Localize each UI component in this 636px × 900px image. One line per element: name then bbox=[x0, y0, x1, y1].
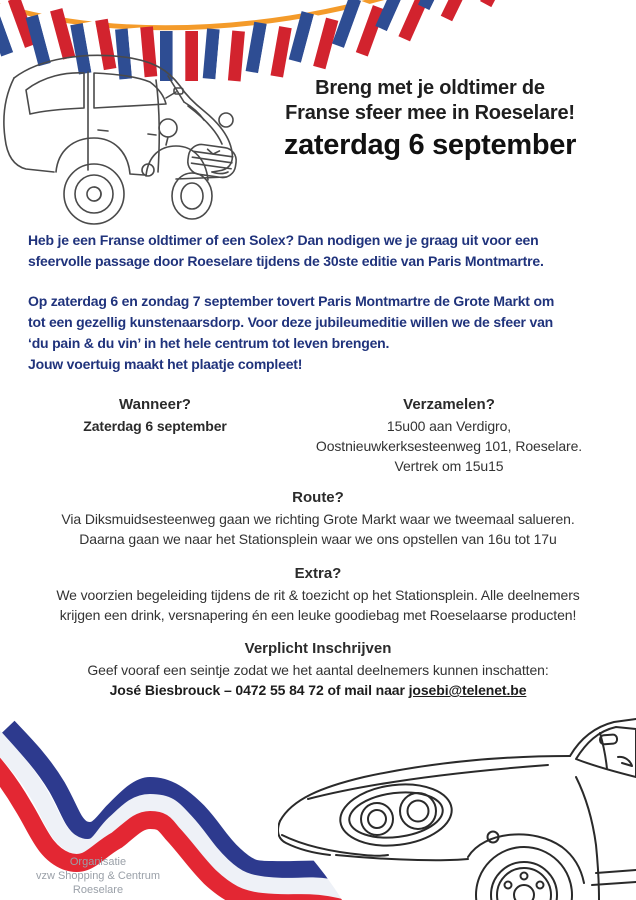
signup-intro: Geef vooraf een seintje zodat we het aantal deelnemers kunnen inschatten: bbox=[87, 662, 549, 678]
intro-line: Op zaterdag 6 en zondag 7 september tovert Paris Montmartre de Grote Markt om bbox=[28, 293, 555, 309]
gather-heading: Verzamelen? bbox=[403, 396, 495, 413]
citroen-ds-drawing bbox=[278, 715, 636, 900]
title-line-2: Franse sfeer mee in Roeselare! bbox=[285, 102, 575, 124]
event-date: zaterdag 6 september bbox=[283, 129, 577, 161]
organizer-line-2: vzw Shopping & Centrum Roeselare bbox=[35, 870, 161, 896]
extra-heading: Extra? bbox=[294, 565, 342, 582]
route-line: Daarna gaan we naar het Stationsplein waar we ons opstellen van 16u tot 17u bbox=[79, 531, 557, 547]
gather-line: Oostnieuwkerksesteenweg 101, Roeselare. bbox=[315, 438, 583, 454]
extra-line: krijgen een drink, versnapering én een leuke goodiebag met Roeselaarse producten! bbox=[59, 607, 577, 623]
gather-line: 15u00 aan Verdigro, bbox=[386, 418, 512, 434]
section-signup bbox=[0, 640, 636, 700]
contact-name-phone: José Biesbrouck – 0472 55 84 72 of mail naar bbox=[109, 682, 409, 698]
intro-line: Jouw voertuig maakt het plaatje compleet! bbox=[28, 356, 303, 372]
organizer-credit bbox=[12, 855, 184, 897]
intro-paragraphs bbox=[28, 230, 624, 375]
signup-heading: Verplicht Inschrijven bbox=[244, 640, 392, 657]
contact-email-link[interactable]: josebi@telenet.be bbox=[408, 682, 527, 698]
section-route bbox=[0, 489, 636, 549]
signup-contact bbox=[0, 680, 636, 700]
organizer-line-1: Organisatie bbox=[69, 856, 127, 868]
title-line-1: Breng met je oldtimer de bbox=[315, 77, 545, 99]
extra-line: We voorzien begeleiding tijdens de rit & toezicht op het Stationsplein. Alle deelnemers bbox=[56, 587, 580, 603]
intro-line: tot een gezellig kunstenaarsdorp. Voor deze jubileumeditie willen we de sfeer van bbox=[28, 314, 554, 330]
when-heading: Wanneer? bbox=[119, 396, 191, 413]
intro-line: Heb je een Franse oldtimer of een Solex? Dan nodigen we je graag uit voor een bbox=[28, 232, 539, 248]
gather-line: Vertrek om 15u15 bbox=[394, 458, 504, 474]
citroen-2cv-drawing bbox=[0, 50, 246, 228]
route-heading: Route? bbox=[292, 489, 344, 506]
section-when bbox=[35, 396, 275, 436]
section-gather bbox=[290, 396, 608, 476]
route-line: Via Diksmuidsesteenweg gaan we richting Grote Markt waar we tweemaal salueren. bbox=[61, 511, 575, 527]
when-value: Zaterdag 6 september bbox=[83, 418, 227, 434]
intro-line: sfeervolle passage door Roeselare tijdens de 30ste editie van Paris Montmartre. bbox=[28, 253, 544, 269]
section-extra bbox=[0, 565, 636, 625]
intro-line: ‘du pain & du vin’ in het hele centrum tot leven brengen. bbox=[28, 335, 390, 351]
